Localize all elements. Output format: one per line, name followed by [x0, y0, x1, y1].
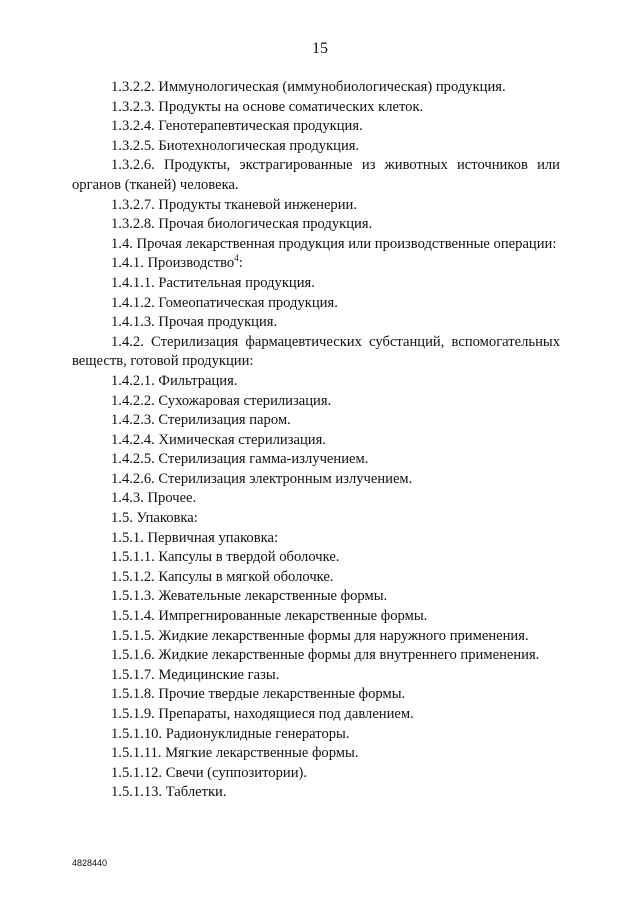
- list-item: 1.5.1.8. Прочие твердые лекарственные формы.: [111, 686, 406, 703]
- list-item: 1.4.2.6. Стерилизация электронным излучением.: [111, 470, 413, 487]
- list-item: 1.5.1.3. Жевательные лекарственные формы.: [111, 588, 388, 605]
- list-item: 1.5.1.12. Свечи (суппозитории).: [111, 764, 308, 781]
- list-item: 1.5.1. Первичная упаковка:: [111, 529, 279, 546]
- list-item: 1.4.1.2. Гомеопатическая продукция.: [111, 294, 338, 311]
- list-item: 1.4.2.3. Стерилизация паром.: [111, 412, 291, 429]
- list-item: 1.5.1.4. Импрегнированные лекарственные формы.: [111, 608, 428, 625]
- list-item-suffix: :: [238, 255, 243, 272]
- list-item-label: 1.4.1. Производство: [111, 255, 235, 272]
- list-item: 1.3.2.8. Прочая биологическая продукция.: [111, 216, 373, 233]
- list-item: 1.3.2.4. Генотерапевтическая продукция.: [111, 118, 363, 135]
- list-item: 1.3.2.2. Иммунологическая (иммунобиологическая) продукция.: [111, 79, 506, 95]
- paragraph-1-4-2: 1.4.2. Стерилизация фармацевтических субстанций, вспомогательных веществ, готовой продукции:: [72, 333, 560, 370]
- list-item: 1.5.1.13. Таблетки.: [111, 784, 227, 801]
- list-item: 1.3.2.7. Продукты тканевой инженерии.: [111, 196, 357, 213]
- list-item: 1.5.1.5. Жидкие лекарственные формы для наружного применения.: [111, 627, 529, 644]
- paragraph-1-4: 1.4. Прочая лекарственная продукция или производственные операции:: [111, 235, 557, 252]
- list-item: 1.4.1.3. Прочая продукция.: [111, 314, 278, 331]
- footnote-marker: 4: [234, 253, 239, 264]
- list-item: 1.5.1.9. Препараты, находящиеся под давлением.: [111, 706, 414, 722]
- document-id: 4828440: [72, 858, 108, 868]
- page-number: 15: [312, 40, 328, 57]
- list-item: 1.4.1.1. Растительная продукция.: [111, 274, 315, 291]
- list-item: 1.5.1.2. Капсулы в мягкой оболочке.: [111, 568, 334, 585]
- list-item-1-4-1: [72, 254, 560, 274]
- list-item: 1.4.2.4. Химическая стерилизация.: [111, 431, 326, 448]
- list-item: 1.5.1.11. Мягкие лекарственные формы.: [111, 745, 359, 762]
- list-item: 1.4.2.2. Сухожаровая стерилизация.: [111, 392, 332, 409]
- document-body: [72, 78, 560, 803]
- list-item: 1.4.2.5. Стерилизация гамма-излучением.: [111, 451, 369, 468]
- list-item: 1.3.2.3. Продукты на основе соматических клеток.: [111, 98, 424, 115]
- list-item: 1.5.1.10. Радионуклидные генераторы.: [111, 725, 350, 742]
- list-item: 1.5.1.7. Медицинские газы.: [111, 666, 280, 683]
- paragraph-1-3-2-6: 1.3.2.6. Продукты, экстрагированные из животных источников или органов (тканей) человека.: [72, 157, 560, 193]
- list-item: 1.5.1.6. Жидкие лекарственные формы для внутреннего применения.: [111, 647, 540, 664]
- list-item: 1.5.1.1. Капсулы в твердой оболочке.: [111, 549, 340, 566]
- list-item: 1.4.2.1. Фильтрация.: [111, 372, 238, 389]
- list-item: 1.5. Упаковка:: [111, 510, 198, 527]
- list-item: 1.3.2.5. Биотехнологическая продукция.: [111, 137, 360, 154]
- list-item: 1.4.3. Прочее.: [111, 490, 197, 507]
